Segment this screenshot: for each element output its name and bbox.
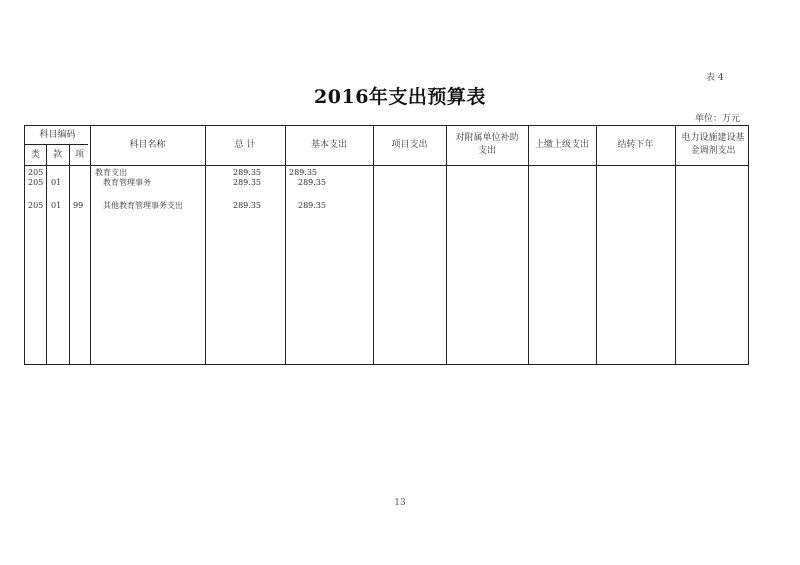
row-total: 289.35 <box>233 201 261 210</box>
row-lei: 205 <box>28 178 44 187</box>
grid-line <box>596 126 597 364</box>
grid-line <box>675 126 676 364</box>
grid-line <box>90 126 91 364</box>
header-project-expenditure: 项目支出 <box>391 140 428 150</box>
header-subject-name: 科目名称 <box>129 140 166 150</box>
grid-line <box>25 144 88 145</box>
header-subsidy-expenditure: 对附属单位补助支出 <box>455 133 519 156</box>
header-basic-expenditure: 基本支出 <box>310 140 347 150</box>
page-title: 2016年支出预算表 <box>314 86 486 108</box>
row-subject-name: 其他教育管理事务支出 <box>103 201 183 210</box>
header-kuan: 款 <box>52 150 62 160</box>
row-subject-name: 教育管理事务 <box>103 178 151 187</box>
row-kuan: 01 <box>51 201 62 210</box>
row-basic: 289.35 <box>298 178 326 187</box>
header-subject-code: 科目编码 <box>39 130 76 140</box>
table-number-label: 表 4 <box>706 73 724 83</box>
header-lei: 类 <box>30 150 40 160</box>
row-xiang: 99 <box>73 201 84 210</box>
unit-label: 单位：万元 <box>695 114 741 124</box>
grid-line <box>446 126 447 364</box>
row-total: 289.35 <box>233 178 261 187</box>
grid-line <box>373 126 374 364</box>
row-lei: 205 <box>28 168 44 177</box>
grid-line <box>285 126 286 364</box>
header-xiang: 项 <box>74 150 84 160</box>
header-upper-level-expenditure: 上缴上级支出 <box>534 140 589 150</box>
grid-line <box>25 165 748 166</box>
header-carry-forward: 结转下年 <box>617 140 654 150</box>
grid-line <box>205 126 206 364</box>
row-basic: 289.35 <box>298 201 326 210</box>
grid-line <box>69 144 70 364</box>
budget-table <box>24 125 749 365</box>
header-total: 总 计 <box>234 140 256 150</box>
row-total: 289.35 <box>233 168 261 177</box>
row-lei: 205 <box>28 201 44 210</box>
grid-line <box>46 144 47 364</box>
grid-line <box>528 126 529 364</box>
header-power-fund-expenditure: 电力设施建设基金调剂支出 <box>681 133 745 156</box>
row-basic: 289.35 <box>289 168 317 177</box>
page-number: 13 <box>394 498 406 508</box>
row-kuan: 01 <box>51 178 62 187</box>
row-subject-name: 教育支出 <box>95 168 127 177</box>
